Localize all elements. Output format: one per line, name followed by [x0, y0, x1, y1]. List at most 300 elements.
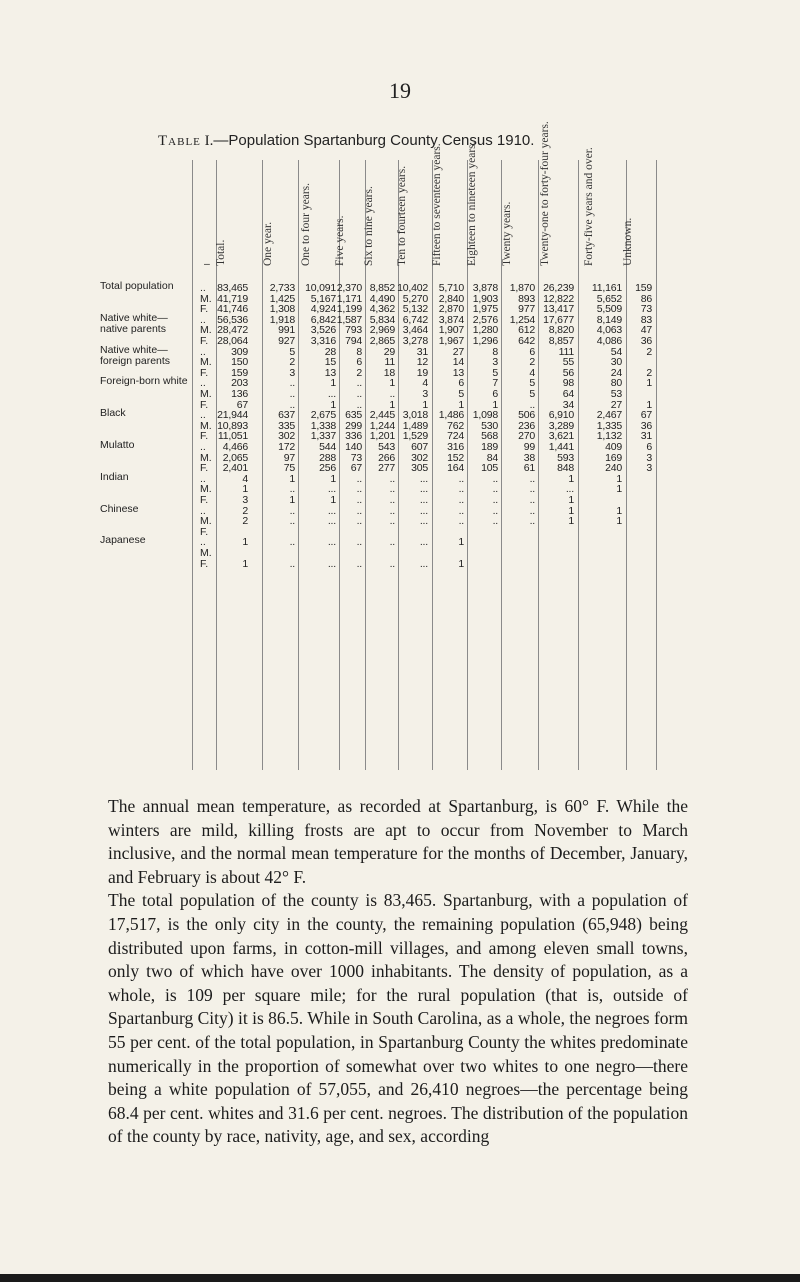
table-cell: 1,308 — [269, 303, 295, 316]
table-cell: 28,472 — [217, 324, 248, 337]
table-cell: 2,445 — [369, 409, 395, 422]
table-cell: 14 — [452, 356, 464, 369]
table-cell: 612 — [518, 324, 535, 337]
table-cell: 6,742 — [402, 313, 428, 326]
sex-cell: .. — [200, 313, 206, 326]
table-cell: 302 — [278, 430, 295, 443]
table-cell: .. — [289, 398, 295, 411]
table-cell: 5 — [289, 345, 295, 358]
table-cell: 172 — [278, 441, 295, 453]
table-cell: 1,132 — [596, 430, 622, 443]
caption-prefix: Table — [158, 133, 201, 149]
table-cell: .. — [529, 515, 535, 528]
column-header-text: One year. — [261, 221, 274, 266]
column-header — [396, 160, 425, 270]
table-cell: .. — [529, 483, 535, 496]
table-cell: 266 — [378, 451, 395, 464]
table-cell: ... — [327, 388, 336, 400]
table-cell: .. — [529, 504, 535, 517]
sex-cell: F. — [200, 398, 209, 411]
table-cell: 12 — [416, 356, 428, 369]
table-cell: 1,280 — [472, 324, 498, 337]
table-cell: .. — [389, 483, 395, 496]
table-cell: 299 — [345, 419, 362, 432]
table-cell: 3 — [646, 462, 652, 475]
table-cell: .. — [356, 377, 362, 390]
table-cell: 1 — [568, 494, 574, 506]
table-cell: 1,529 — [402, 430, 428, 443]
sex-cell: F. — [200, 335, 209, 347]
table-cell: 4 — [529, 366, 535, 379]
table-cell: 3,018 — [402, 409, 428, 422]
table-cell: 10,893 — [217, 419, 248, 432]
column-header — [333, 160, 363, 270]
column-header-text: Twenty years. — [501, 201, 513, 266]
table-cell: 6 — [356, 356, 362, 369]
table-cell: 11,051 — [217, 430, 248, 443]
table-cell: 2 — [646, 366, 652, 379]
table-cell: .. — [458, 483, 464, 496]
table-cell: .. — [458, 504, 464, 517]
table-cell: ... — [565, 483, 574, 496]
table-cell: 159 — [231, 366, 248, 379]
table-cell: 1 — [568, 472, 574, 485]
table-cell: 893 — [518, 292, 535, 305]
table-cell: 136 — [231, 388, 248, 400]
table-cell: .. — [529, 398, 535, 411]
table-cell: 1,338 — [310, 419, 336, 432]
column-header-text: Twenty-one to forty-four years. — [539, 121, 551, 266]
table-cell: 111 — [558, 345, 574, 358]
table-cell: 18 — [383, 366, 395, 379]
table-cell: 4 — [242, 472, 248, 485]
sex-cell: F. — [200, 525, 209, 538]
table-cell: 5 — [492, 366, 498, 379]
table-cell: 84 — [486, 451, 498, 464]
table-cell: 36 — [640, 335, 652, 347]
table-cell: 1 — [458, 536, 464, 549]
column-header-text: Five years. — [333, 215, 346, 266]
table-cell: 10,091 — [305, 282, 336, 294]
table-cell: 1 — [646, 398, 652, 411]
caption-title: —Population Spartanburg County Census 1910. — [213, 132, 535, 149]
table-cell: .. — [356, 494, 362, 506]
table-cell: 1,441 — [548, 441, 574, 453]
table-cell: 3 — [492, 356, 498, 369]
table-cell: 67 — [236, 398, 248, 411]
table-cell: 61 — [523, 462, 535, 475]
table-cell: 3,278 — [402, 335, 428, 347]
table-cell: 336 — [345, 430, 362, 443]
table-cell: 3 — [422, 388, 428, 400]
table-cell: 83 — [640, 313, 652, 326]
table-cell: .. — [389, 536, 395, 549]
table-cell: .. — [356, 515, 362, 528]
table-cell: 2,576 — [472, 313, 498, 326]
column-header-text: Total. — [215, 239, 227, 266]
table-cell: 1,425 — [269, 292, 295, 305]
table-cell: 27 — [610, 398, 622, 411]
table-cell: .. — [289, 483, 295, 496]
table-cell: ... — [327, 557, 336, 570]
column-header — [431, 143, 460, 270]
sex-cell: M. — [200, 388, 212, 400]
table-cell: 5,132 — [402, 303, 428, 316]
sex-cell: M. — [200, 324, 212, 337]
table-cell: 55 — [562, 356, 574, 369]
table-cell: 1 — [458, 398, 464, 411]
table-rule — [298, 160, 299, 770]
table-cell: 977 — [518, 303, 535, 316]
table-cell: .. — [529, 494, 535, 506]
table-cell: 47 — [640, 324, 652, 337]
sex-cell: .. — [200, 536, 206, 549]
table-cell: 5,834 — [369, 313, 395, 326]
table-cell: 3,464 — [402, 324, 428, 337]
table-cell: 2,065 — [222, 451, 248, 464]
table-cell: 316 — [447, 441, 464, 453]
column-header-text: Eighteen to nineteen years. — [465, 141, 478, 266]
table-cell: 53 — [610, 388, 622, 400]
table-cell: ... — [419, 494, 428, 506]
column-header — [622, 160, 651, 270]
table-cell: 31 — [416, 345, 428, 358]
table-cell: 3,526 — [310, 324, 336, 337]
table-cell: 80 — [610, 377, 622, 390]
table-cell: 4,063 — [596, 324, 622, 337]
sex-cell: F. — [200, 430, 209, 443]
table-cell: 1,587 — [336, 313, 362, 326]
table-cell: .. — [356, 504, 362, 517]
table-cell: ... — [419, 515, 428, 528]
table-cell: 409 — [605, 441, 622, 453]
table-cell: 83,465 — [217, 282, 248, 294]
sex-cell: F. — [200, 366, 209, 379]
row-group-label: Foreign-born white — [100, 375, 188, 388]
table-cell: 140 — [345, 441, 362, 453]
table-cell: 5,652 — [596, 292, 622, 305]
table-cell: .. — [492, 515, 498, 528]
sex-cell: F. — [200, 462, 209, 475]
table-cell: 236 — [518, 419, 535, 432]
table-cell: 927 — [278, 335, 295, 347]
table-rule — [656, 160, 657, 770]
table-cell: 1,171 — [336, 292, 362, 305]
table-cell: 8,852 — [369, 282, 395, 294]
paragraph-temperature: The annual mean temperature, as recorded at Spartanburg, is 60° F. While the winters are mild, killing frosts are apt to occur from November to March inclusive, and the normal mean temperature for the months of December, January, and February is about 42° F. — [108, 796, 688, 887]
table-cell: 1,489 — [402, 419, 428, 432]
sex-cell: F. — [200, 303, 209, 316]
row-group-label: Mulatto — [100, 439, 135, 451]
table-cell: 73 — [350, 451, 362, 464]
table-cell: 28 — [324, 345, 336, 358]
table-cell: .. — [356, 536, 362, 549]
table-cell: 19 — [416, 366, 428, 379]
column-header-text: One to four years. — [300, 182, 312, 266]
table-cell: .. — [389, 504, 395, 517]
table-cell: 762 — [447, 419, 464, 432]
sex-cell: M. — [200, 515, 212, 528]
table-rule — [578, 160, 579, 770]
column-header-text: Six to nine years. — [363, 186, 375, 266]
table-cell: .. — [389, 388, 395, 400]
table-cell: 2,870 — [438, 303, 464, 316]
table-cell: 64 — [562, 388, 574, 400]
table-cell: .. — [458, 494, 464, 506]
table-cell: 1 — [616, 504, 622, 517]
table-cell: 1,967 — [438, 335, 464, 347]
column-header — [261, 160, 291, 270]
table-cell: 41,746 — [217, 303, 248, 316]
sex-cell: F. — [200, 557, 209, 570]
table-cell: 8,149 — [596, 313, 622, 326]
table-cell: 1,296 — [472, 335, 498, 347]
table-cell: 2 — [289, 356, 295, 369]
table-cell: 2,969 — [369, 324, 395, 337]
table-cell: 305 — [411, 462, 428, 475]
table-cell: 724 — [447, 430, 464, 443]
table-cell: 1,486 — [438, 409, 464, 422]
table-cell: .. — [356, 472, 362, 485]
column-header-text: Fifteen to seventeen years. — [431, 143, 443, 266]
table-cell: 11 — [384, 356, 395, 369]
table-cell: 1 — [242, 536, 248, 549]
table-cell: .. — [529, 472, 535, 485]
column-header — [539, 121, 568, 270]
table-cell: 2,865 — [369, 335, 395, 347]
table-cell: 5,509 — [596, 303, 622, 316]
table-cell: .. — [289, 536, 295, 549]
table-cell: 2,733 — [269, 282, 295, 294]
row-group-label: Total population — [100, 280, 174, 292]
table-cell: 67 — [640, 409, 652, 422]
table-cell: 6,910 — [548, 409, 574, 422]
table-cell: 150 — [231, 356, 248, 369]
table-cell: 159 — [635, 282, 652, 294]
table-cell: 169 — [605, 451, 622, 464]
table-cell: .. — [458, 515, 464, 528]
table-cell: 1,870 — [509, 282, 535, 294]
column-header-text: Forty-five years and over. — [583, 147, 595, 266]
table-cell: .. — [389, 472, 395, 485]
table-cell: .. — [389, 557, 395, 570]
table-cell: 642 — [518, 335, 535, 347]
paragraph-population: The total population of the county is 83,465. Spartanburg, with a population of 17,517, is the only city in the county, the remaining population (65,948) being distributed upon farms, in cotton-mill villages, and among eleven small towns, only two of which have over 1000 inhabitants. The density of population, as a whole, is 109 per square mile; for the rural population (that is, outside of Spartanburg City) it is 86.5. While in South Carolina, as a whole, the negroes form 55 per cent. of the total population, in Spartanburg County the whites predominate numerically in the proportion of somewhat over two whites to one negro—there being a white population of 57,055, and 26,410 negroes—the percentage being 68.4 per cent. whites and 31.6 per cent. negroes. The distribution of the population of the county by race, nativity, age, and sex, according — [108, 890, 688, 1147]
table-cell: 6,842 — [310, 313, 336, 326]
table-cell: 26,239 — [543, 282, 574, 294]
table-cell: 1 — [242, 557, 248, 570]
table-cell: 2 — [356, 366, 362, 379]
table-cell: 8,857 — [548, 335, 574, 347]
table-cell: 5,167 — [310, 292, 336, 305]
table-cell: 1 — [330, 398, 336, 411]
table-cell: 4 — [422, 377, 428, 390]
table-cell: .. — [389, 494, 395, 506]
table-cell: 793 — [345, 324, 362, 337]
table-cell: 203 — [231, 377, 248, 390]
table-cell: 164 — [447, 462, 464, 475]
table-cell: ... — [327, 515, 336, 528]
table-cell: 1,337 — [310, 430, 336, 443]
table-cell: 189 — [481, 441, 498, 453]
table-cell: 1,903 — [472, 292, 498, 305]
table-cell: 1,201 — [369, 430, 395, 443]
table-cell: 5 — [529, 377, 535, 390]
column-header — [215, 160, 244, 270]
table-cell: 335 — [278, 419, 295, 432]
table-cell: 3,316 — [310, 335, 336, 347]
table-cell: .. — [356, 483, 362, 496]
table-cell: 4,086 — [596, 335, 622, 347]
table-cell: 3 — [289, 366, 295, 379]
table-cell: .. — [492, 483, 498, 496]
table-cell: 309 — [231, 345, 248, 358]
table-cell: .. — [356, 557, 362, 570]
table-cell: 3,878 — [472, 282, 498, 294]
table-cell: .. — [492, 504, 498, 517]
column-header — [300, 160, 329, 270]
header-dash: – — [204, 258, 210, 270]
table-cell: ... — [419, 483, 428, 496]
table-cell: 5 — [458, 388, 464, 400]
table-cell: 6 — [458, 377, 464, 390]
table-cell: 56 — [562, 366, 574, 379]
table-cell: 3,874 — [438, 313, 464, 326]
table-cell: 54 — [610, 345, 622, 358]
table-cell: 530 — [481, 419, 498, 432]
table-cell: 105 — [481, 462, 498, 475]
sex-cell: M. — [200, 419, 212, 432]
table-cell: 4,362 — [369, 303, 395, 316]
table-cell: ... — [419, 472, 428, 485]
row-group-label: Chinese — [100, 502, 139, 515]
body-text — [108, 795, 688, 1149]
table-cell: .. — [289, 504, 295, 517]
table-cell: 41,719 — [217, 292, 248, 305]
bottom-edge — [0, 1274, 800, 1282]
table-cell: 13,417 — [543, 303, 574, 316]
table-cell: 1,254 — [509, 313, 535, 326]
table-cell: 15 — [324, 356, 336, 369]
table-cell: 637 — [278, 409, 295, 422]
table-cell: 7 — [492, 377, 498, 390]
table-cell: .. — [356, 398, 362, 411]
table-cell: 3 — [646, 451, 652, 464]
row-group-label: Indian — [100, 470, 129, 483]
sex-cell: M. — [200, 292, 212, 305]
sex-cell: .. — [200, 345, 206, 358]
row-group-label: Native white— foreign parents — [100, 343, 171, 367]
table-cell: 5,710 — [438, 282, 464, 294]
table-cell: 24 — [610, 366, 622, 379]
table-cell: 38 — [523, 451, 535, 464]
table-cell: 5,270 — [402, 292, 428, 305]
table-cell: 8 — [492, 345, 498, 358]
row-group-label: Japanese — [100, 534, 146, 547]
table-cell: 1 — [616, 515, 622, 528]
table-cell: 4,924 — [310, 303, 336, 316]
table-cell: 12,822 — [543, 292, 574, 305]
table-cell: 8,820 — [548, 324, 574, 337]
table-cell: 99 — [523, 441, 535, 453]
column-header — [465, 141, 495, 270]
table-cell: 1 — [568, 515, 574, 528]
table-cell: 1 — [616, 483, 622, 496]
table-cell: 21,944 — [217, 409, 248, 422]
table-cell: 75 — [283, 462, 295, 475]
table-cell: 2 — [242, 515, 248, 528]
table-cell: 4,490 — [369, 292, 395, 305]
table-cell: 13 — [452, 366, 464, 379]
table-cell: .. — [289, 377, 295, 390]
row-group-label: Black — [100, 407, 126, 420]
table-cell: 543 — [378, 441, 395, 453]
table-cell: 2,467 — [596, 409, 622, 422]
table-cell: 1 — [458, 557, 464, 570]
table-cell: .. — [492, 494, 498, 506]
table-cell: 1 — [330, 472, 336, 485]
table-cell: 17,677 — [543, 313, 574, 326]
table-cell: 1,335 — [596, 419, 622, 432]
page-number: 19 — [389, 78, 411, 103]
table-cell: ... — [327, 504, 336, 517]
table-cell: 1 — [242, 483, 248, 496]
table-cell: .. — [289, 557, 295, 570]
sex-cell: M. — [200, 451, 212, 464]
table-cell: 1 — [616, 472, 622, 485]
table-cell: .. — [458, 472, 464, 485]
table-cell: .. — [289, 388, 295, 400]
table-cell: 10,402 — [397, 282, 428, 294]
table-cell: 544 — [319, 441, 336, 453]
sex-cell: .. — [200, 409, 206, 422]
table-cell: 152 — [447, 451, 464, 464]
table-cell: 3,289 — [548, 419, 574, 432]
sex-cell: .. — [200, 504, 206, 517]
sex-cell: M. — [200, 356, 212, 369]
table-cell: 6 — [646, 441, 652, 453]
sex-cell: F. — [200, 494, 209, 506]
table-cell: 2,401 — [222, 462, 248, 475]
table-cell: 6 — [529, 345, 535, 358]
table-cell: 288 — [319, 451, 336, 464]
table-cell: ... — [419, 536, 428, 549]
table-cell: 56,536 — [217, 313, 248, 326]
table-cell: 6 — [492, 388, 498, 400]
table-cell: 2 — [529, 356, 535, 369]
table-cell: 607 — [411, 441, 428, 453]
sex-cell: .. — [200, 282, 206, 294]
table-cell: 1,199 — [336, 303, 362, 316]
table-cell: 240 — [605, 462, 622, 475]
table-cell: 27 — [452, 345, 464, 358]
table-cell: 67 — [350, 462, 362, 475]
table-cell: 1 — [389, 398, 395, 411]
table-cell: 3 — [242, 494, 248, 506]
table-cell: 2 — [646, 345, 652, 358]
table-cell: .. — [289, 515, 295, 528]
caption-number: I. — [200, 133, 214, 149]
table-cell: 568 — [481, 430, 498, 443]
table-cell: 1 — [492, 398, 498, 411]
sex-cell: M. — [200, 483, 212, 496]
table-cell: .. — [356, 388, 362, 400]
table-rule — [192, 160, 193, 770]
table-cell: 1 — [330, 377, 336, 390]
column-header-text: Ten to fourteen years. — [396, 165, 408, 266]
table-cell: 3,621 — [548, 430, 574, 443]
table-cell: 635 — [345, 409, 362, 422]
